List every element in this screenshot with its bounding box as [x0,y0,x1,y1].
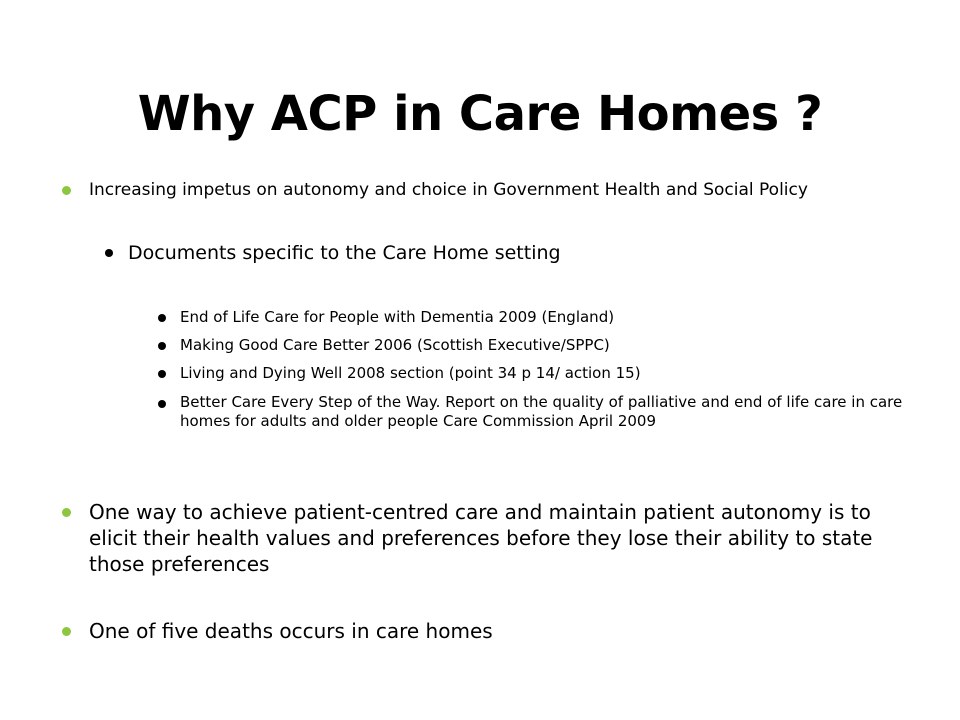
bullet-dot-icon [62,627,71,636]
bullet-dot-icon [158,342,166,350]
bullet-dot-icon [158,370,166,378]
bullet-dot-icon [62,186,71,195]
bullet-dot-icon [158,400,166,408]
bullet-text: End of Life Care for People with Dementia 2009 (England) [180,308,615,326]
bullet-text: Increasing impetus on autonomy and choice in Government Health and Social Policy [89,180,808,200]
bullet-dot-icon [105,249,113,257]
slide-title: Why ACP in Care Homes ? [137,86,823,142]
bullet-text: Better Care Every Step of the Way. Report on the quality of palliative and end of life care in care homes for adults and older people Care Commission April 2009 [180,393,903,430]
bullet-dot-icon [158,314,166,322]
bullet-dot-icon [62,508,71,517]
bullet-text: One way to achieve patient-centred care and maintain patient autonomy is to elicit their health values and preferences before they lose their ability to state those preferences [89,500,873,576]
bullet-text: Living and Dying Well 2008 section (point 34 p 14/ action 15) [180,364,641,382]
bullet-text: One of five deaths occurs in care homes [89,619,493,643]
bullet-text: Making Good Care Better 2006 (Scottish Executive/SPPC) [180,336,610,354]
bullet-text: Documents specific to the Care Home setting [128,242,561,264]
